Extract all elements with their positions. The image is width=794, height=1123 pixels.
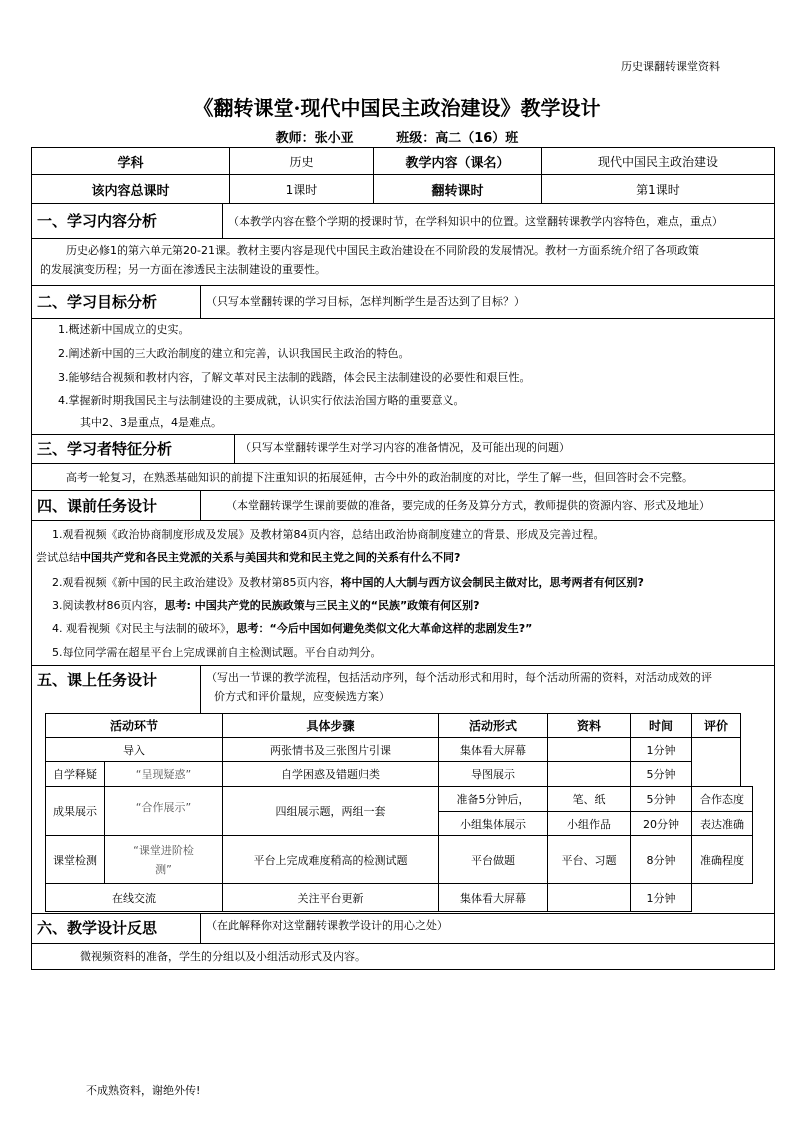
row-results-resource1: 笔、纸: [547, 786, 631, 812]
header-note: 历史课翻转课堂资料: [621, 60, 720, 73]
row-results-subtitle: “合作展示”: [104, 786, 223, 836]
section5-title: 五、课上任务设计: [37, 671, 158, 689]
goal-item: 1.概述新中国成立的史实。: [58, 323, 190, 336]
subject-value: 历史: [229, 147, 374, 175]
row-selfstudy-form: 导图展示: [438, 761, 548, 787]
row-online-segment: 在线交流: [45, 883, 223, 912]
section5-note: [206, 668, 712, 706]
section4-note: （本堂翻转课学生课前要做的准备，要完成的任务及算分方式，教师提供的资源内容、形式及地址）: [226, 499, 710, 512]
row-check-step: 平台上完成难度稍高的检测试题: [222, 835, 439, 884]
row-check-eval: 准确程度: [691, 835, 753, 884]
section3-body: 高考一轮复习，在熟悉基础知识的前提下注重知识的拓展延伸，古今中外的政治制度的对比，学生了解一些，但回答时会不完整。: [66, 471, 693, 484]
pre-task-4-question: 思考：“今后中国如何避免类似文化大革命这样的悲剧发生?”: [236, 622, 533, 635]
meta-line: [0, 127, 794, 146]
pre-task-4-lead: 4. 观看视频《对民主与法制的破坏》，: [52, 622, 237, 635]
pre-task-1b: [36, 549, 460, 565]
col-header: 具体步骤: [222, 713, 439, 738]
section5-note-line2: 价方式和评价量规，应变候选方案）: [214, 690, 390, 703]
section6-title: 六、教学设计反思: [37, 919, 158, 937]
pre-task-4: [52, 620, 532, 636]
row-check-subtitle: [104, 835, 223, 884]
row-selfstudy-segment: 自学释疑: [45, 761, 105, 787]
section1-note: （本教学内容在整个学期的授课时节，在学科知识中的位置。这堂翻转课教学内容特色，难点，重点）: [228, 215, 723, 228]
row-selfstudy-resource: [547, 761, 631, 787]
row-online-step: 关注平台更新: [222, 883, 439, 912]
col-header: 评价: [691, 713, 741, 738]
row-check-subtitle-line2: 测”: [155, 862, 172, 876]
flip-value: 第1课时: [541, 174, 775, 204]
row-results-form1: 准备5分钟后，: [438, 786, 548, 812]
goal-item: 4.掌握新时期我国民主与法制建设的主要成就，认识实行依法治国方略的重要意义。: [58, 394, 465, 407]
total-label: 该内容总课时: [31, 174, 230, 204]
pre-task-5: 5.每位同学需在超星平台上完成课前自主检测试题。平台自动判分。: [52, 646, 382, 659]
pre-task-3-lead: 3.阅读教材86页内容，: [52, 599, 165, 612]
section1-title: 一、学习内容分析: [37, 212, 158, 230]
row-check-form: 平台做题: [438, 835, 548, 884]
row-selfstudy-step: 自学困惑及错题归类: [222, 761, 439, 787]
section2-title: 二、学习目标分析: [37, 293, 158, 311]
row-results-time1: 5分钟: [630, 786, 692, 812]
pre-task-1: 1.观看视频《政治协商制度形成及发展》及教材第84页内容，总结出政治协商制度建立的背景、形成及完善过程。: [52, 528, 605, 541]
section5-note-line1: （写出一节课的教学流程，包括活动序列，每个活动形式和用时，每个活动所需的资料，对活动成效的评: [206, 671, 712, 684]
section1-body: [40, 241, 770, 279]
row-intro-resource: [547, 737, 631, 762]
section1-body-line2: 的发展演变历程；另一方面在渗透民主法制建设的重要性。: [40, 263, 326, 276]
pre-task-1b-lead: 尝试总结: [36, 551, 80, 564]
goal-item: 其中2、3是重点，4是难点。: [80, 416, 222, 429]
section3-title: 三、学习者特征分析: [37, 440, 173, 458]
row-results-resource2: 小组作品: [547, 811, 631, 836]
section6-note: （在此解释你对这堂翻转课教学设计的用心之处）: [206, 919, 448, 932]
teacher-name: 教师：张小亚: [275, 131, 354, 146]
total-value: 1课时: [229, 174, 374, 204]
section3-note: （只写本堂翻转课学生对学习内容的准备情况，及可能出现的问题）: [240, 441, 570, 454]
goal-item: 2.阐述新中国的三大政治制度的建立和完善，认识我国民主政治的特色。: [58, 347, 410, 360]
flip-label: 翻转课时: [373, 174, 542, 204]
row-results-form2: 小组集体展示: [438, 811, 548, 836]
row-results-step: 四组展示题，两组一套: [222, 786, 439, 836]
pre-task-2-lead: 2.观看视频《新中国的民主政治建设》及教材第85页内容，: [52, 576, 341, 589]
section1-body-line1: 历史必修1的第六单元第20-21课。教材主要内容是现代中国民主政治建设在不同阶段的发展情况。教材一方面系统介绍了各项政策: [66, 244, 699, 257]
pre-task-3: [52, 597, 480, 613]
col-header: 活动形式: [438, 713, 548, 738]
row-online-time: 1分钟: [630, 883, 692, 912]
row-check-resource: 平台、习题: [547, 835, 631, 884]
pre-task-2-question: 将中国的人大制与西方议会制民主做对比，思考两者有何区别?: [340, 576, 644, 589]
row-results-eval1: 合作态度: [691, 786, 753, 812]
col-header: 资料: [547, 713, 631, 738]
subject-label: 学科: [31, 147, 230, 175]
row-online-form: 集体看大屏幕: [438, 883, 548, 912]
row-check-time: 8分钟: [630, 835, 692, 884]
section6-body: 微视频资料的准备，学生的分组以及小组活动形式及内容。: [80, 950, 366, 963]
row-results-time2: 20分钟: [630, 811, 692, 836]
col-header: 活动环节: [45, 713, 223, 738]
goal-item: 3.能够结合视频和教材内容，了解文革对民主法制的践踏，体会民主法制建设的必要性和艰巨性。: [58, 371, 531, 384]
content-label: 教学内容（课名）: [373, 147, 542, 175]
row-intro-time: 1分钟: [630, 737, 692, 762]
section2-note: （只写本堂翻转课的学习目标，怎样判断学生是否达到了目标？）: [206, 295, 525, 308]
row-intro-step: 两张情书及三张图片引课: [222, 737, 439, 762]
row-results-segment: 成果展示: [45, 786, 105, 836]
page-title: 《翻转课堂·现代中国民主政治建设》教学设计: [193, 96, 601, 120]
row-online-resource: [547, 883, 631, 912]
row-selfstudy-subtitle: “呈现疑惑”: [104, 761, 223, 787]
class-info: 班级：高二（16）班: [396, 131, 519, 146]
row-check-subtitle-line1: “课堂进阶检: [133, 843, 194, 857]
row-results-eval2: 表达准确: [691, 811, 753, 836]
eval-merged-top: [691, 737, 741, 787]
pre-task-1b-question: 中国共产党和各民主党派的关系与美国共和党和民主党之间的关系有什么不同?: [80, 551, 461, 564]
row-intro-form: 集体看大屏幕: [438, 737, 548, 762]
content-value: 现代中国民主政治建设: [541, 147, 775, 175]
footer-note: 不成熟资料，谢绝外传!: [86, 1084, 201, 1097]
section4-title: 四、课前任务设计: [37, 497, 158, 515]
pre-task-2: [52, 574, 644, 590]
row-intro-segment: 导入: [45, 737, 223, 762]
row-check-segment: 课堂检测: [45, 835, 105, 884]
col-header: 时间: [630, 713, 692, 738]
row-selfstudy-time: 5分钟: [630, 761, 692, 787]
pre-task-3-question: 思考: 中国共产党的民族政策与三民主义的“民族”政策有何区别?: [164, 599, 480, 612]
